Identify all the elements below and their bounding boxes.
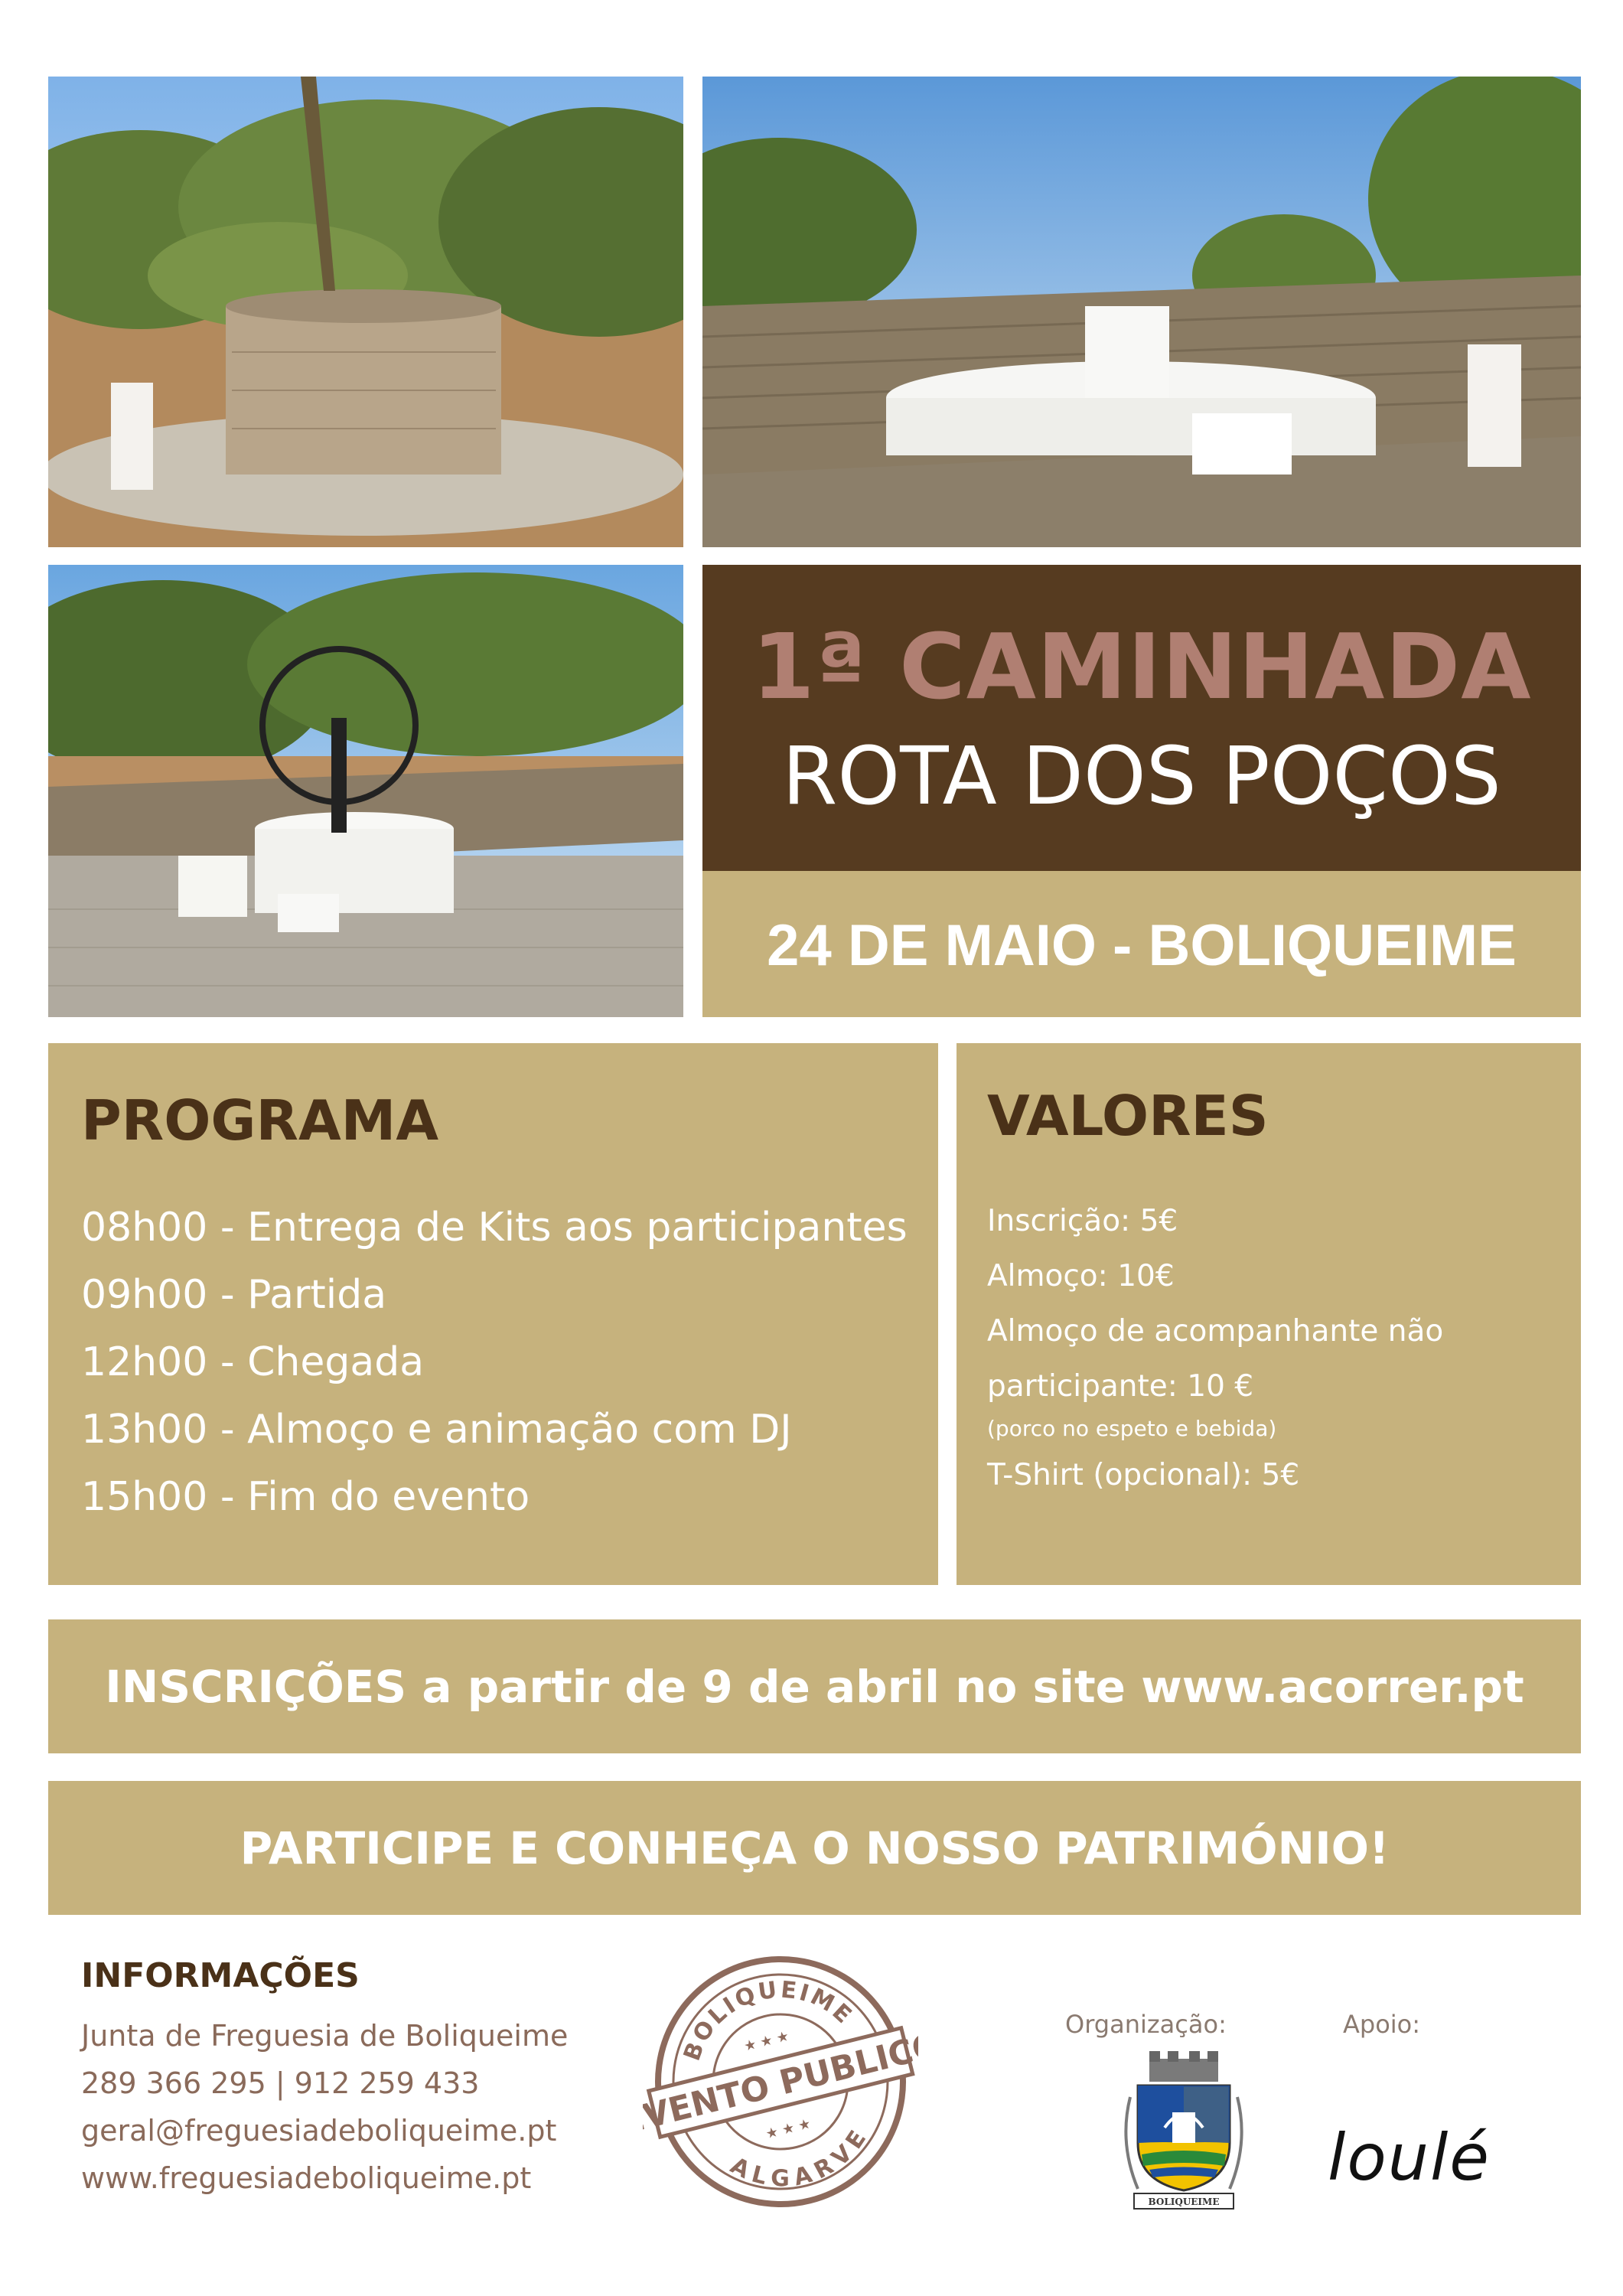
info-organization: Junta de Freguesia de Boliqueime <box>81 2019 569 2053</box>
event-date-location: 24 DE MAIO - BOLIQUEIME <box>767 913 1517 978</box>
photo-stone-well <box>48 77 683 547</box>
evento-publico-stamp <box>643 1944 918 2219</box>
valores-heading: VALORES <box>987 1084 1269 1148</box>
apoio-label: Apoio: <box>1343 2010 1421 2039</box>
loule-logo: loulé <box>1328 2120 1491 2195</box>
programa-item: 15h00 - Fim do evento <box>81 1474 530 1520</box>
info-email[interactable]: geral@freguesiadeboliqueime.pt <box>81 2114 557 2148</box>
programa-item: 09h00 - Partida <box>81 1272 387 1318</box>
svg-text:ALGARVE: ALGARVE <box>725 2124 873 2193</box>
valores-list <box>987 1194 1576 1503</box>
programa-item: 08h00 - Entrega de Kits aos participantes <box>81 1205 908 1251</box>
photo-white-well-pump <box>702 77 1581 547</box>
organizacao-label: Organização: <box>1065 2010 1227 2039</box>
programa-item: 12h00 - Chegada <box>81 1339 425 1385</box>
participe-banner <box>48 1781 1581 1915</box>
info-website[interactable]: www.freguesiadeboliqueime.pt <box>81 2161 532 2195</box>
programa-heading: PROGRAMA <box>81 1088 439 1153</box>
valores-item: Inscrição: 5€ <box>987 1204 1178 1238</box>
photo-well-wheel <box>48 565 683 1017</box>
programa-item: 13h00 - Almoço e animação com DJ <box>81 1407 792 1453</box>
inscricoes-text: INSCRIÇÕES a partir de 9 de abril no site www.acorrer.pt <box>105 1660 1524 1713</box>
informacoes-heading: INFORMAÇÕES <box>81 1956 360 1995</box>
svg-text:★ ★ ★: ★ ★ ★ <box>742 2027 791 2055</box>
event-subtitle: ROTA DOS POÇOS <box>782 729 1501 823</box>
svg-text:EVENTO PUBLICO: EVENTO PUBLICO <box>643 2024 918 2143</box>
info-phone: 289 366 295 | 912 259 433 <box>81 2066 480 2100</box>
inscricoes-banner <box>48 1619 1581 1753</box>
programa-list <box>81 1194 930 1531</box>
valores-item: Almoço: 10€ <box>987 1259 1175 1293</box>
valores-item: Almoço de acompanhante não <box>987 1314 1444 1349</box>
participe-text: PARTICIPE E CONHEÇA O NOSSO PATRIMÓNIO! <box>240 1821 1390 1874</box>
valores-item: participante: 10 € <box>987 1369 1254 1404</box>
svg-text:BOLIQUEIME: BOLIQUEIME <box>678 1976 859 2065</box>
valores-item: T-Shirt (opcional): 5€ <box>987 1458 1300 1492</box>
boliqueime-crest-logo <box>1119 2051 1249 2212</box>
svg-text:★ ★ ★: ★ ★ ★ <box>764 2115 813 2143</box>
valores-note: (porco no espeto e bebida) <box>987 1416 1277 1441</box>
svg-text:BOLIQUEIME: BOLIQUEIME <box>1148 2197 1220 2207</box>
event-title: 1ª CAMINHADA <box>751 614 1532 719</box>
